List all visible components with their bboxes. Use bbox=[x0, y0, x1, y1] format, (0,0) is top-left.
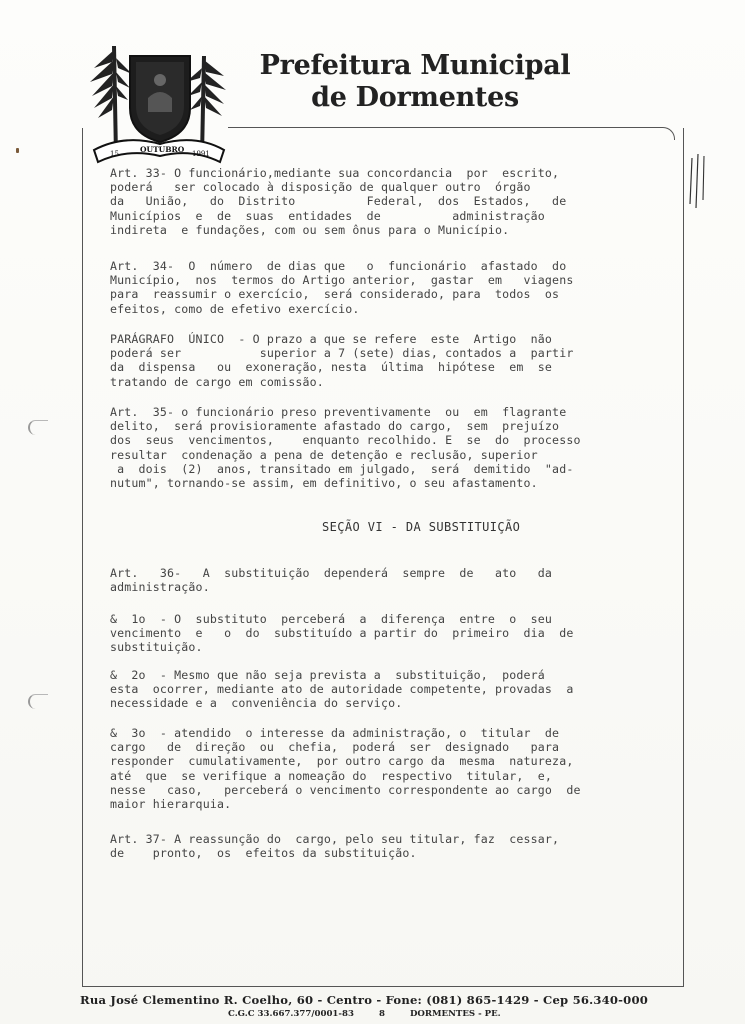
article-34 bbox=[110, 259, 675, 316]
text-line: da dispensa ou exoneração, nesta última hipótese em se bbox=[110, 360, 553, 375]
page-border-top bbox=[228, 127, 675, 140]
text-line: PARÁGRAFO ÚNICO - O prazo a que se refere este Artigo não bbox=[110, 332, 553, 346]
text-line: a dois (2) anos, transitado em julgado, será demitido "ad- bbox=[110, 461, 574, 476]
text-line: & 2o - Mesmo que não seja prevista a substituição, poderá bbox=[110, 668, 545, 682]
letterhead-title bbox=[250, 50, 580, 114]
text-line: Art. 34- O número de dias que o funcionário afastado do bbox=[110, 259, 567, 273]
text-line: Art. 33- O funcionário,mediante sua concordancia por escrito, bbox=[110, 166, 560, 180]
text-line: dos seus vencimentos, enquanto recolhido. E se do processo bbox=[110, 433, 581, 448]
text-line: substituição. bbox=[110, 640, 203, 655]
text-line: administração. bbox=[110, 580, 210, 595]
punch-hole bbox=[28, 420, 48, 435]
text-line: Art. 36- A substituição dependerá sempre de ato da bbox=[110, 566, 553, 580]
text-line: Municípios e de suas entidades de administração bbox=[110, 208, 545, 223]
text-line: esta ocorrer, mediante ato de autoridade competente, provadas a bbox=[110, 682, 574, 697]
text-line: responder cumulativamente, por outro cargo da mesma natureza, bbox=[110, 754, 574, 769]
footer-registration bbox=[228, 1009, 501, 1019]
paragraph-2 bbox=[110, 668, 675, 711]
text-line: delito, será provisioramente afastado do cargo, sem prejuízo bbox=[110, 419, 560, 434]
text-line: nutum", tornando-se assim, em definitivo, o seu afastamento. bbox=[110, 476, 538, 491]
text-line: Art. 35- o funcionário preso preventivamente ou em flagrante bbox=[110, 405, 567, 419]
article-36 bbox=[110, 566, 675, 594]
text-line: da União, do Distrito Federal, dos Estados, de bbox=[110, 194, 567, 209]
text-line: vencimento e o do substituído a partir do primeiro dia de bbox=[110, 626, 574, 641]
text-line: de pronto, os efeitos da substituição. bbox=[110, 846, 417, 861]
article-35 bbox=[110, 405, 675, 490]
paragraph-1 bbox=[110, 612, 675, 655]
handwritten-margin-mark bbox=[688, 152, 718, 208]
text-line: poderá ser superior a 7 (sete) dias, contados a partir bbox=[110, 346, 574, 361]
text-line: até que se verifique a nomeação do respectivo titular, e, bbox=[110, 768, 553, 783]
footer-cgc: C.G.C 33.667.377/0001-83 bbox=[228, 1009, 354, 1019]
text-line: necessidade e a conveniência do serviço. bbox=[110, 696, 403, 711]
punch-hole bbox=[28, 694, 48, 709]
section-heading: SEÇÃO VI - DA SUBSTITUIÇÃO bbox=[322, 520, 521, 534]
article-33 bbox=[110, 166, 675, 237]
text-line: cargo de direção ou chefia, poderá ser designado para bbox=[110, 740, 560, 755]
text-line: Art. 37- A reassunção do cargo, pelo seu titular, faz cessar, bbox=[110, 832, 560, 846]
letterhead-title-line1: Prefeitura Municipal bbox=[259, 50, 571, 81]
ribbon-text-right: 1991 bbox=[192, 150, 210, 158]
text-line: resultar condenação a pena de detenção e reclusão, superior bbox=[110, 447, 538, 462]
text-line: indireta e fundações, com ou sem ônus para o Município. bbox=[110, 222, 510, 237]
paragraph-unico bbox=[110, 332, 675, 389]
text-line: & 1o - O substituto perceberá a diferença entre o seu bbox=[110, 612, 553, 626]
ribbon-text-center: OUTUBRO bbox=[140, 145, 185, 154]
text-line: Município, nos termos do Artigo anterior, gastar em viagens bbox=[110, 273, 574, 288]
footer-address: Rua José Clementino R. Coelho, 60 - Centro - Fone: (081) 865-1429 - Cep 56.340-000 bbox=[80, 993, 648, 1007]
text-line: nesse caso, perceberá o vencimento correspondente ao cargo de bbox=[110, 782, 581, 797]
article-37 bbox=[110, 832, 675, 860]
footer-city: DORMENTES - PE. bbox=[409, 1009, 501, 1019]
text-line: & 3o - atendido o interesse da administração, o titular de bbox=[110, 726, 560, 740]
paper-speck bbox=[16, 148, 19, 153]
text-line: maior hierarquia. bbox=[110, 797, 232, 812]
letterhead-title-line2: de Dormentes bbox=[311, 82, 519, 113]
text-line: para reassumir o exercício, será considerado, para todos os bbox=[110, 287, 560, 302]
paragraph-3 bbox=[110, 726, 675, 811]
ribbon-text-left: 15 bbox=[110, 150, 119, 158]
text-line: efeitos, como de efetivo exercício. bbox=[110, 301, 360, 316]
footer-separator: 8 bbox=[378, 1009, 385, 1019]
text-line: poderá ser colocado à disposição de qualquer outro órgão bbox=[110, 180, 531, 195]
text-line: tratando de cargo em comissão. bbox=[110, 374, 324, 389]
